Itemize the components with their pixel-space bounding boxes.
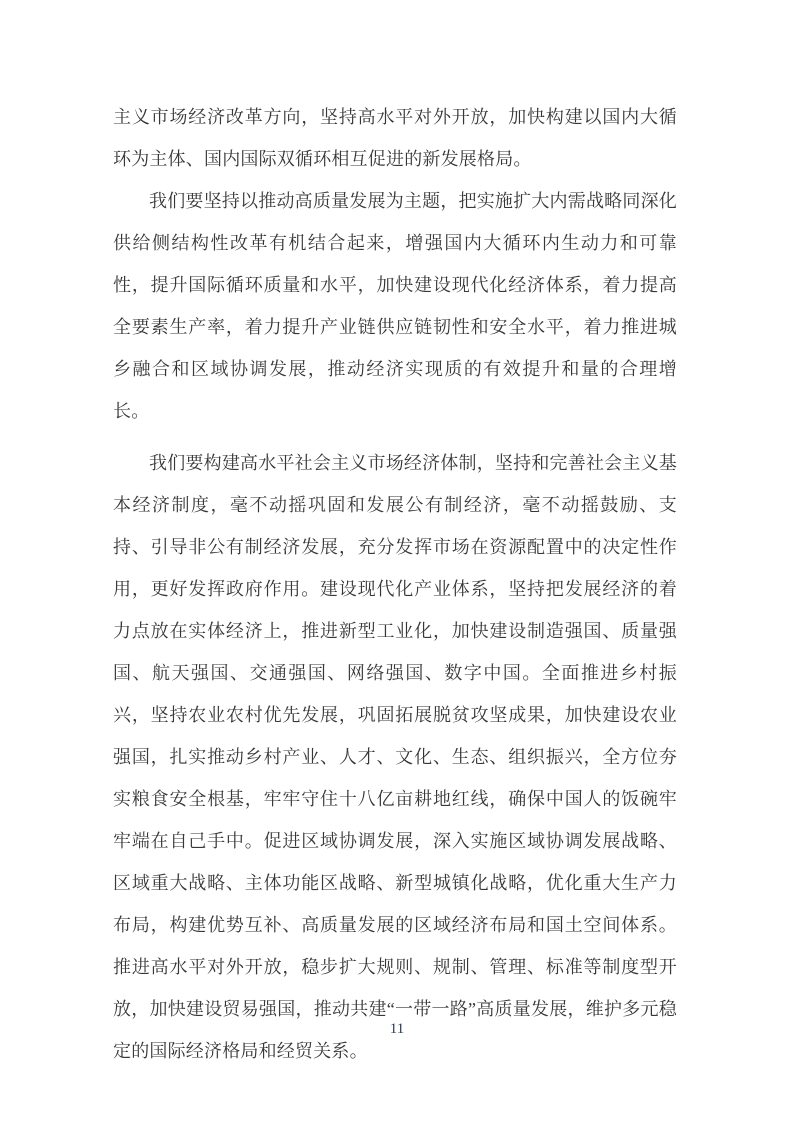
body-paragraph-2: 我们要坚持以推动高质量发展为主题，把实施扩大内需战略同深化供给侧结构性改革有机结合起来，增强国内大循环内生动力和可靠性，提升国际循环质量和水平，加快建设现代化经济体系，着力提高全要素生产率，着力提升产业链供应链韧性和安全水平，着力推进城乡融合和区域协调发展，推动经济实现质的有效提升和量的合理增长。: [113, 191, 677, 421]
page-body-text: [113, 96, 677, 1072]
page-number: 11: [389, 1021, 405, 1037]
page-footer: [0, 1020, 794, 1038]
body-paragraph-1: 主义市场经济改革方向，坚持高水平对外开放，加快构建以国内大循环为主体、国内国际双循环相互促进的新发展格局。: [113, 107, 677, 169]
body-paragraph-3: 我们要构建高水平社会主义市场经济体制，坚持和完善社会主义基本经济制度，毫不动摇巩固和发展公有制经济，毫不动摇鼓励、支持、引导非公有制经济发展，充分发挥市场在资源配置中的决定性作用，更好发挥政府作用。建设现代化产业体系，坚持把发展经济的着力点放在实体经济上，推进新型工业化，加快建设制造强国、质量强国、航天强国、交通强国、网络强国、数字中国。全面推进乡村振兴，坚持农业农村优先发展，巩固拓展脱贫攻坚成果，加快建设农业强国，扎实推动乡村产业、人才、文化、生态、组织振兴，全方位夯实粮食安全根基，牢牢守住十八亿亩耕地红线，确保中国人的饭碗牢牢端在自己手中。促进区域协调发展，深入实施区域协调发展战略、区域重大战略、主体功能区战略、新型城镇化战略，优化重大生产力布局，构建优势互补、高质量发展的区域经济布局和国土空间体系。推进高水平对外开放，稳步扩大规则、规制、管理、标准等制度型开放，加快建设贸易强国，推动共建“一带一路”高质量发展，维护多元稳定的国际经济格局和经贸关系。: [113, 453, 677, 1061]
